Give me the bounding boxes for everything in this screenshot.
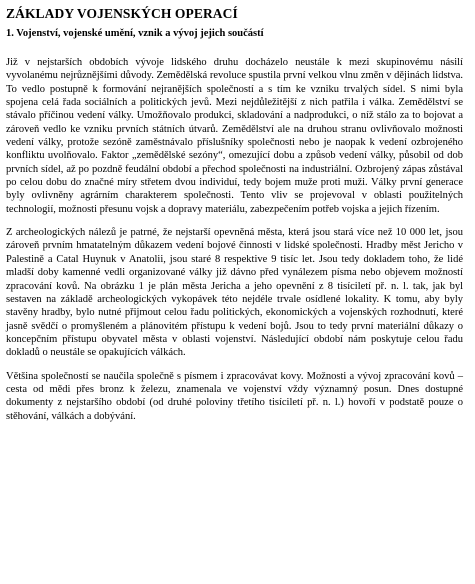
section-heading: 1. Vojenství, vojenské umění, vznik a vývoj jejich součástí xyxy=(6,28,264,39)
paragraph-3: Většina společností se naučila společně s písmem i zpracovávat kovy. Možnosti a vývoj zpracování kovů – cesta od mědi přes bronz k železu, znamenala ve vojenství vždy významný posun. Dnes dostupné dokumenty z nejstaršího období (od druhé poloviny třetího tisíciletí př. n. l.) hovoří v podstatě pouze o stěhování, válkách a dobývání. xyxy=(6,370,463,422)
paragraph-1: Již v nejstarších obdobích vývoje lidského druhu docházelo neustále k mezi skupinovému násilí vyvolanému nejrůznějšími důvody. Zemědělská revoluce spustila první velkou vlnu změn v dějinách lidstva. To vedlo postupně k formování nejranějších společností a s tím ke vzniku trvalých sídel. S nimi byla spojena celá řada sociálních a politických jevů. Mezi nejdůležitější z nich patřila i válka. Zemědělství se stávalo příčinou vedení války. Umožňovalo produkci, skladování a nadprodukci, o níž stálo za to bojovat a zároveň vedlo ke vzniku prvních státních útvarů. Zemědělství ale na druhou stranu ovlivňovalo možnosti vedení války, protože sezóně zaměstnávalo příslušníky společnosti nebo je naopak k vedení ozbrojeného konfliktu uvolňovalo. Faktor „zemědělské sezóny“, omezující dobu a způsob vedení války, působil od dob prvních sídel, až po pozdně feudální období a přechod společnosti na industriální. Ozbrojený zápas zůstával po celou dobu do značné míry střetem dvou individuí, tedy bojem muže proti muži. Války první generace byly ovlivněny agrárním charakterem společnosti. Tento vliv se projevoval v oblasti použitelných technologií, možnosti přesunu vojsk a dopravy materiálu, zabezpečením potřeb vojska a jejich řízením. xyxy=(6,57,463,215)
document-title: ZÁKLADY VOJENSKÝCH OPERACÍ xyxy=(6,6,238,21)
paragraph-2: Z archeologických nálezů je patrné, že nejstarší opevněná města, která jsou stará více než 10 000 let, jsou zároveň prvním hmatatelným důkazem vedení bojové činnosti v lidské společnosti. Hradby měst Jericho v Palestině a Catal Huynuk v Anatolii, jsou staré 8 respektive 9 tisíc let. Jsou tedy dokladem toho, že lidé mladší doby kamenné vedli organizované války již dávno před vynálezem písma nebo objevem možností zpracování kovů. Na obrázku 1 je plán města Jericha a jeho opevnění z 8 tisíciletí př. n. l. tak, jak byl sestaven na základě archeologických vykopávek této nejdéle trvale osídlené lokality. K tomu, aby byly stavěny hradby, bylo nutné přijmout celou řadu politických, ekonomických a vojenských rozhodnutí, které jasně svědčí o promyšleném a plánovitém přístupu k vedení bojů. Jsou to tedy první materiální důkazy o koncepčním přístupu obyvatel města v oblasti vojenství. Následující období nám poskytuje celou řadu dokladů o neustále se opakujících válkách. xyxy=(6,227,463,359)
